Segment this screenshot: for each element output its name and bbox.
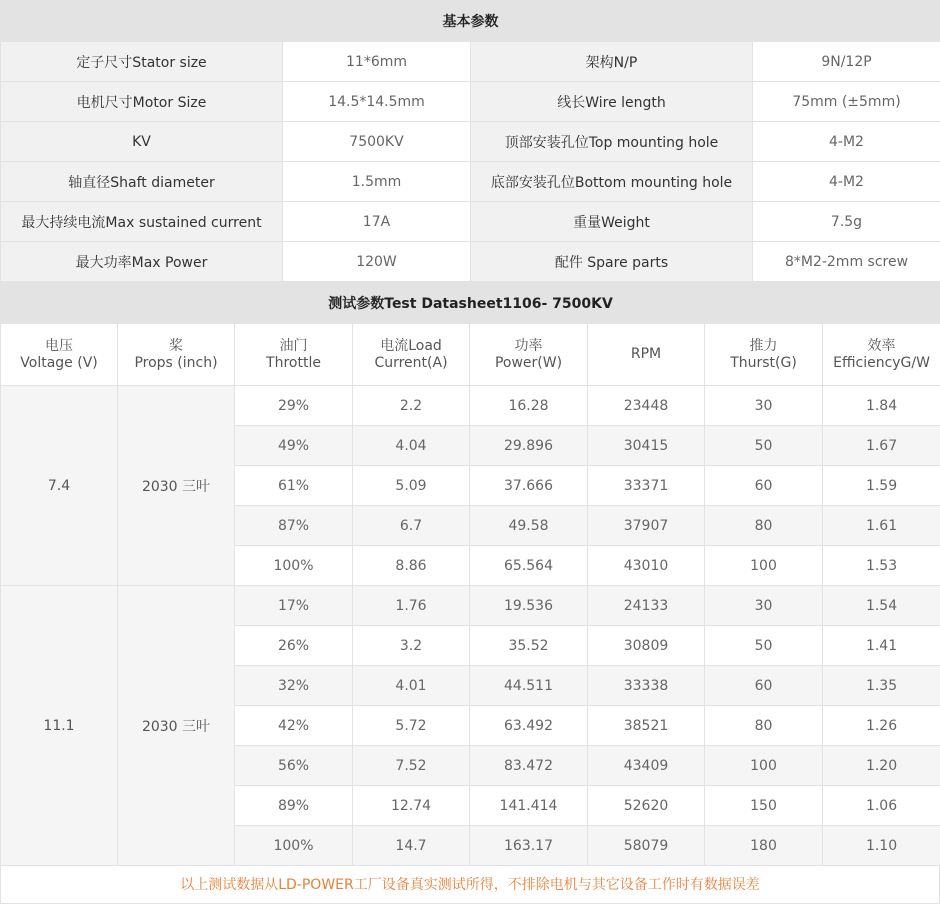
thrust-cell: 80 (705, 506, 823, 546)
column-header-line1: 效率 (868, 338, 896, 354)
current-cell: 8.86 (353, 546, 470, 586)
param-value: 17A (283, 202, 471, 242)
param-label: 重量Weight (471, 202, 753, 242)
rpm-cell: 43010 (588, 546, 705, 586)
efficiency-cell: 1.10 (823, 826, 940, 866)
param-value: 75mm (±5mm) (753, 82, 940, 122)
thrust-cell: 30 (705, 586, 823, 626)
basic-param-row (1, 82, 940, 122)
efficiency-cell: 1.54 (823, 586, 940, 626)
basic-param-row (1, 42, 940, 82)
power-cell: 163.17 (470, 826, 588, 866)
efficiency-cell: 1.53 (823, 546, 940, 586)
param-value: 7500KV (283, 122, 471, 162)
power-cell: 16.28 (470, 386, 588, 426)
throttle-cell: 100% (235, 826, 353, 866)
current-cell: 6.7 (353, 506, 470, 546)
column-header (705, 324, 823, 386)
efficiency-cell: 1.41 (823, 626, 940, 666)
current-cell: 3.2 (353, 626, 470, 666)
column-header-line1: 推力 (750, 338, 778, 354)
param-value: 1.5mm (283, 162, 471, 202)
column-header (235, 324, 353, 386)
throttle-cell: 32% (235, 666, 353, 706)
efficiency-cell: 1.59 (823, 466, 940, 506)
power-cell: 29.896 (470, 426, 588, 466)
power-cell: 44.511 (470, 666, 588, 706)
param-value: 14.5*14.5mm (283, 82, 471, 122)
rpm-cell: 23448 (588, 386, 705, 426)
column-header-line1: 油门 (280, 338, 308, 354)
throttle-cell: 89% (235, 786, 353, 826)
current-cell: 4.01 (353, 666, 470, 706)
basic-param-row (1, 122, 940, 162)
param-value: 4-M2 (753, 162, 940, 202)
column-header (118, 324, 235, 386)
thrust-cell: 100 (705, 546, 823, 586)
efficiency-cell: 1.20 (823, 746, 940, 786)
column-header-line1: RPM (631, 346, 661, 362)
param-value: 8*M2-2mm screw (753, 242, 940, 282)
column-header-line2: EfficiencyG/W (833, 355, 930, 371)
test-datasheet-title: 测试参数Test Datasheet1106- 7500KV (1, 283, 940, 324)
column-header-line1: 功率 (515, 338, 543, 354)
column-header-line1: 电流Load (380, 338, 442, 354)
column-header-line2: Current(A) (374, 355, 447, 371)
footer-note: 以上测试数据从LD-POWER工厂设备真实测试所得，不排除电机与其它设备工作时有数据误差 (0, 866, 940, 904)
basic-params-title: 基本参数 (1, 1, 940, 42)
param-label: 配件 Spare parts (471, 242, 753, 282)
column-header-line2: Thurst(G) (730, 355, 797, 371)
efficiency-cell: 1.26 (823, 706, 940, 746)
current-cell: 14.7 (353, 826, 470, 866)
thrust-cell: 60 (705, 666, 823, 706)
rpm-cell: 33371 (588, 466, 705, 506)
throttle-cell: 42% (235, 706, 353, 746)
param-label: 架构N/P (471, 42, 753, 82)
throttle-cell: 49% (235, 426, 353, 466)
thrust-cell: 60 (705, 466, 823, 506)
throttle-cell: 29% (235, 386, 353, 426)
rpm-cell: 24133 (588, 586, 705, 626)
power-cell: 19.536 (470, 586, 588, 626)
power-cell: 35.52 (470, 626, 588, 666)
current-cell: 1.76 (353, 586, 470, 626)
rpm-cell: 58079 (588, 826, 705, 866)
param-label: 线长Wire length (471, 82, 753, 122)
power-cell: 83.472 (470, 746, 588, 786)
column-header-line1: 桨 (169, 338, 183, 354)
thrust-cell: 150 (705, 786, 823, 826)
rpm-cell: 30809 (588, 626, 705, 666)
column-header (1, 324, 118, 386)
param-value: 7.5g (753, 202, 940, 242)
power-cell: 63.492 (470, 706, 588, 746)
props-cell: 2030 三叶 (118, 386, 235, 586)
column-header (823, 324, 940, 386)
column-header (353, 324, 470, 386)
efficiency-cell: 1.06 (823, 786, 940, 826)
param-label: 底部安装孔位Bottom mounting hole (471, 162, 753, 202)
param-value: 9N/12P (753, 42, 940, 82)
rpm-cell: 43409 (588, 746, 705, 786)
throttle-cell: 61% (235, 466, 353, 506)
throttle-cell: 26% (235, 626, 353, 666)
voltage-cell: 7.4 (1, 386, 118, 586)
efficiency-cell: 1.67 (823, 426, 940, 466)
rpm-cell: 30415 (588, 426, 705, 466)
basic-params-table (0, 0, 940, 282)
rpm-cell: 37907 (588, 506, 705, 546)
current-cell: 2.2 (353, 386, 470, 426)
param-label: 顶部安装孔位Top mounting hole (471, 122, 753, 162)
column-header-line2: Power(W) (495, 355, 562, 371)
props-cell: 2030 三叶 (118, 586, 235, 866)
efficiency-cell: 1.35 (823, 666, 940, 706)
param-value: 4-M2 (753, 122, 940, 162)
param-value: 11*6mm (283, 42, 471, 82)
param-label: 最大功率Max Power (1, 242, 283, 282)
param-label: KV (1, 122, 283, 162)
thrust-cell: 30 (705, 386, 823, 426)
column-header (470, 324, 588, 386)
table-row (1, 386, 940, 426)
throttle-cell: 17% (235, 586, 353, 626)
column-header-line2: Voltage (V) (20, 355, 97, 371)
test-column-headers (1, 324, 940, 386)
voltage-cell: 11.1 (1, 586, 118, 866)
table-row (1, 586, 940, 626)
power-cell: 49.58 (470, 506, 588, 546)
rpm-cell: 52620 (588, 786, 705, 826)
throttle-cell: 87% (235, 506, 353, 546)
current-cell: 7.52 (353, 746, 470, 786)
basic-param-row (1, 242, 940, 282)
throttle-cell: 100% (235, 546, 353, 586)
basic-param-row (1, 202, 940, 242)
param-label: 电机尺寸Motor Size (1, 82, 283, 122)
column-header-line2: Props (inch) (134, 355, 217, 371)
param-label: 最大持续电流Max sustained current (1, 202, 283, 242)
param-label: 定子尺寸Stator size (1, 42, 283, 82)
power-cell: 65.564 (470, 546, 588, 586)
thrust-cell: 100 (705, 746, 823, 786)
throttle-cell: 56% (235, 746, 353, 786)
power-cell: 141.414 (470, 786, 588, 826)
test-datasheet-table (0, 282, 940, 866)
current-cell: 4.04 (353, 426, 470, 466)
current-cell: 5.72 (353, 706, 470, 746)
rpm-cell: 33338 (588, 666, 705, 706)
basic-param-row (1, 162, 940, 202)
thrust-cell: 80 (705, 706, 823, 746)
efficiency-cell: 1.84 (823, 386, 940, 426)
thrust-cell: 50 (705, 626, 823, 666)
column-header-line1: 电压 (45, 338, 73, 354)
param-label: 轴直径Shaft diameter (1, 162, 283, 202)
current-cell: 12.74 (353, 786, 470, 826)
power-cell: 37.666 (470, 466, 588, 506)
column-header-line2: Throttle (266, 355, 321, 371)
efficiency-cell: 1.61 (823, 506, 940, 546)
thrust-cell: 50 (705, 426, 823, 466)
current-cell: 5.09 (353, 466, 470, 506)
param-value: 120W (283, 242, 471, 282)
thrust-cell: 180 (705, 826, 823, 866)
column-header (588, 324, 705, 386)
rpm-cell: 38521 (588, 706, 705, 746)
